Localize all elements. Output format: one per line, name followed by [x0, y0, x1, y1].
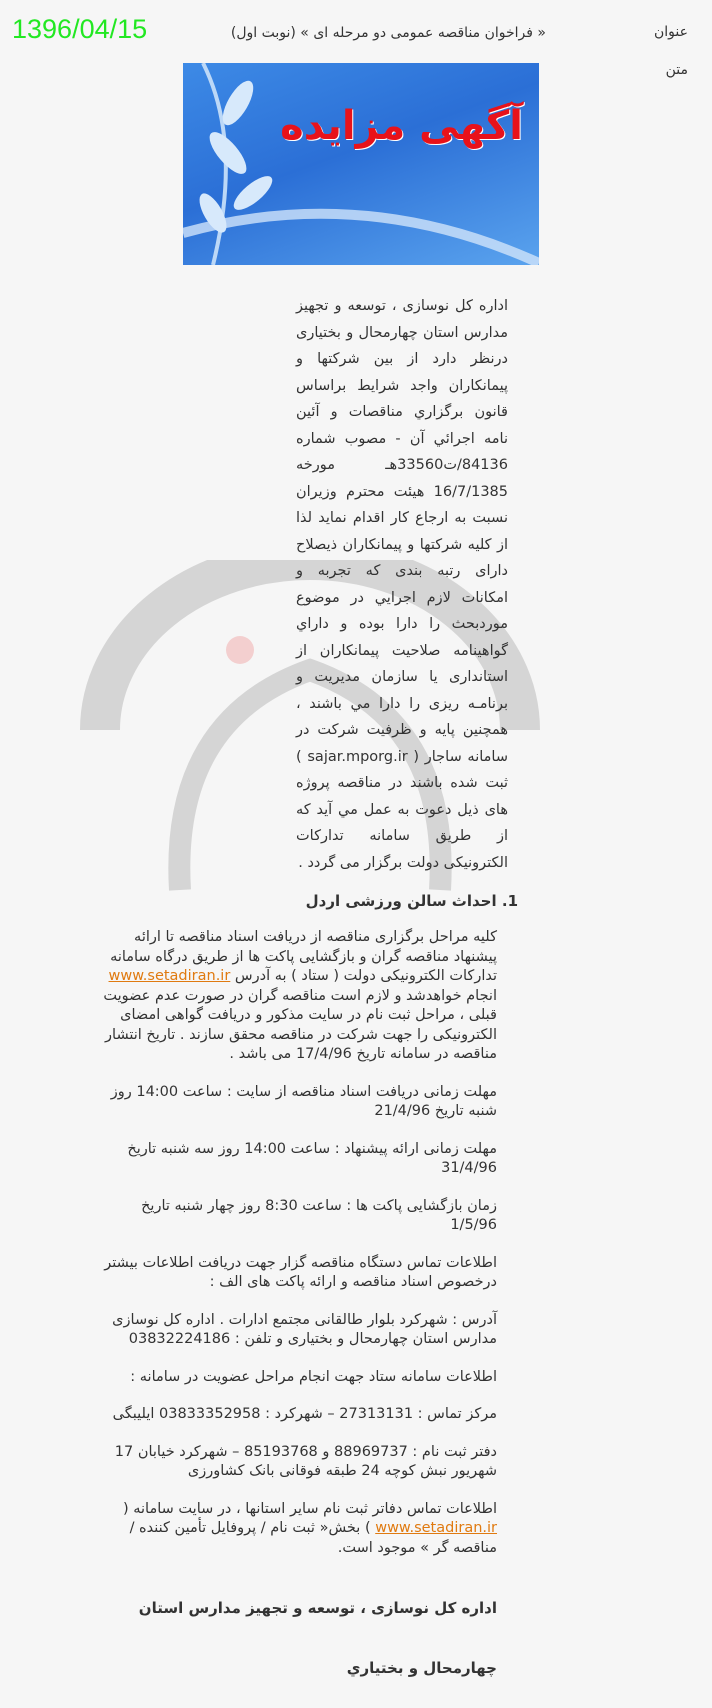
paragraph-call-center: مرکز تماس : 27313131 – شهرکرد : 03833352958 ایلیبگی — [112, 1406, 497, 1422]
signature-line-1: اداره کل نوسازی ، توسعه و تجهیز مدارس استان — [138, 1599, 497, 1617]
title-label: عنوان — [654, 24, 688, 40]
setadiran-link[interactable]: www.setadiran.ir — [375, 1520, 497, 1536]
page-title: « فراخوان مناقصه عمومی دو مرحله ای » (نوبت اول) — [230, 25, 546, 41]
paragraph-registration-office: دفتر ثبت نام : 88969737 و 85193768 – شهرکرد خیابان 17 شهریور نبش کوچه 24 طبقه فوقانی بانک کشاورزی — [114, 1443, 497, 1479]
project-item-1: 1. احداث سالن ورزشی اردل — [305, 892, 518, 910]
paragraph-proposal-deadline: مهلت زمانی ارائه پیشنهاد : ساعت 14:00 روز سه شنبه تاریخ 31/4/96 — [127, 1140, 497, 1176]
paragraph-other-provinces — [97, 1500, 497, 1559]
setadiran-link[interactable]: www.setadiran.ir — [108, 968, 231, 984]
content-column — [0, 63, 712, 1708]
body-label: متن — [665, 62, 688, 78]
paragraph-setad-info: اطلاعات سامانه ستاد جهت انجام مراحل عضویت در سامانه : — [130, 1368, 497, 1385]
paragraph-text: اطلاعات تماس دفاتر ثبت نام سایر استانها ، در سایت سامانه ( — [122, 1500, 497, 1517]
intro-paragraph: اداره کل نوسازی ، توسعه و تجهیز مدارس استان چهارمحال و بختیاری درنظر دارد از بین شرکتها و پیمانکاران واجد شرایط براساس قانون برگزاري مناقصات و آئين نامه اجرائي آن - مصوب شماره 84136/ت33560هـ مورخه 16/7/1385 هیئت محترم وزیران نسبت به ارجاع کار اقدام نماید لذا از کلیه شرکتها و پیمانکاران ذیصلاح دارای رتبه بندی که تجربه و امکانات لازم اجرايي در موضوع موردبحث را دارا بوده و داراي گواهينامه صلاحيت پيمانكاران از استانداری يا سازمان مديريت و برنامـه ريزی را دارا مي باشند ، همچنین پایه و ظرفیت شرکت در سامانه ساجار ( sajar.mporg.ir ) ثبت شده باشند در مناقصه پروژه های ذیل دعوت به عمل مي آيد که از طريق سامانه تداركات الكترونيكی دولت برگزار می گردد . — [296, 298, 508, 871]
paragraph-text: کلیه مراحل برگزاری مناقصه از دریافت اسناد مناقصه تا ارائه پیشنهاد مناقصه گران و بازگشایی پاکت ها از طریق درگاه سامانه تدارکات الکترونیکی دولت ( ستاد ) به آدرس — [110, 929, 497, 984]
paragraph-address: آدرس : شهرکرد بلوار طالقانی مجتمع ادارات . اداره کل نوسازی مدارس استان چهارمحال و بختیاری و تلفن : 03832224186 — [112, 1311, 497, 1347]
paragraph-document-deadline: مهلت زمانی دریافت اسناد مناقصه از سایت : ساعت 14:00 روز شنبه تاریخ 21/4/96 — [110, 1083, 497, 1119]
banner-text: آگهی مزایده — [280, 103, 523, 149]
paragraph-text: ) بخش« ثبت نام / پروفایل تأمین کننده / مناقصه گر » موجود است. — [129, 1520, 497, 1556]
leaf-decoration-icon — [183, 63, 539, 265]
paragraph-opening-time: زمان بازگشایی پاکت ها : ساعت 8:30 روز چهار شنبه تاریخ 1/5/96 — [141, 1197, 497, 1233]
banner-image — [183, 63, 539, 265]
paragraph-contact-info: اطلاعات تماس دستگاه مناقصه گزار جهت دریافت اطلاعات بیشتر درخصوص اسناد مناقصه و ارائه پاکت های الف : — [104, 1254, 497, 1290]
paragraph-process — [97, 928, 497, 1065]
signature-line-2: چهارمحال و بختیاري — [346, 1659, 497, 1677]
paragraph-text: انجام خواهدشد و لازم است مناقصه گران در صورت عدم عضویت قبلی ، مراحل ثبت نام در سایت مذکور و دریافت گواهی امضای الکترونیکی را جهت شرکت در مناقصه محقق سازند . تاریخ انتشار مناقصه در سامانه تاریخ 17/4/96 می باشد . — [103, 987, 497, 1062]
date: 1396/04/15 — [12, 14, 148, 44]
